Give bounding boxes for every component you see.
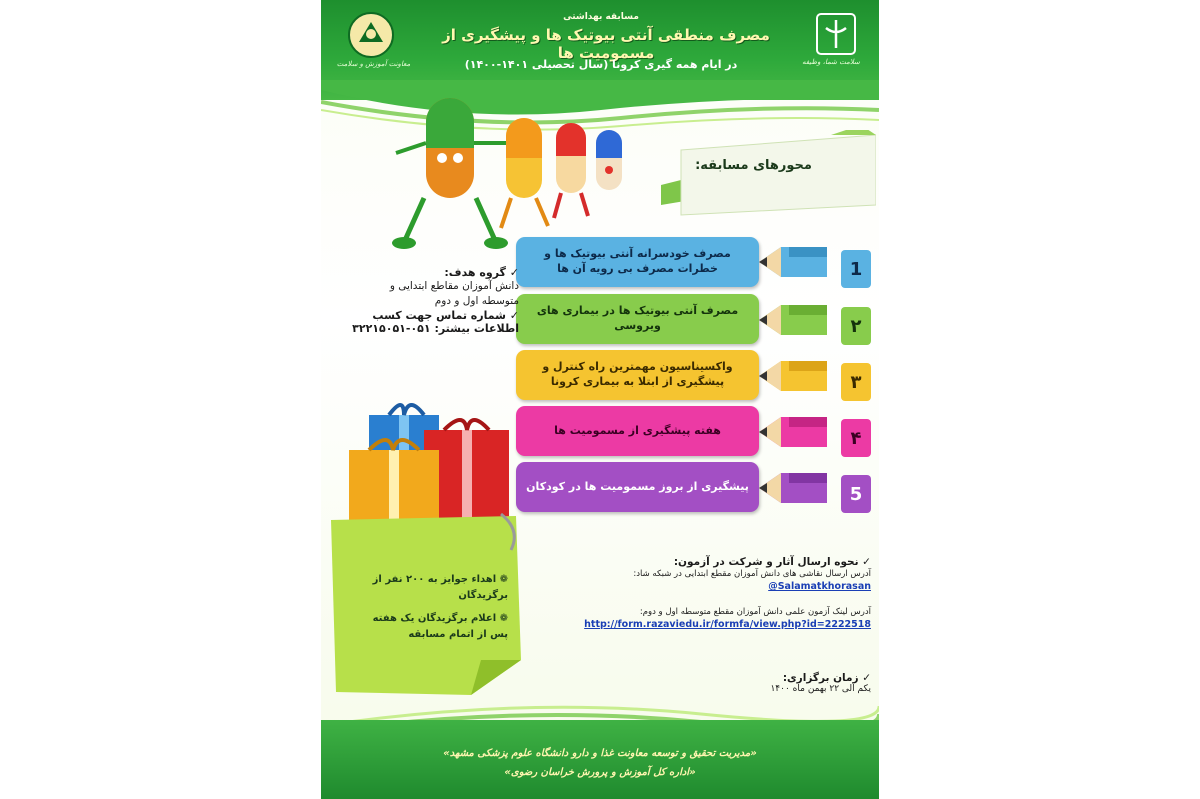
topic-5-text: پیشگیری از بروز مسمومیت ها در کودکان [526,479,749,493]
poster-subtitle: در ایام همه گیری کرونا (سال تحصیلی ۱۴۰۱-۱۴۰۰) [464,58,738,71]
header-small-title: مسابقه بهداشتی [563,12,639,22]
pill-characters-illustration [376,88,646,258]
topic-3-text: واکسیناسیون مهمترین راه کنترل و پیشگیری از ابتلا به بیماری کرونا [542,360,733,388]
topic-2 [516,294,759,344]
logo-right-caption: سلامت شما، وظیفه [802,58,860,66]
footer [321,744,879,782]
footer-line-1: «مدیریت تحقیق و توسعه معاونت غذا و دارو دانشگاه علوم پزشکی مشهد» [443,748,757,759]
poster-title: مصرف منطقی آنتی بیوتیک ها و پیشگیری از مسمومیت ها [442,26,770,62]
topic-1-text: مصرف خودسرانه آنتی بیوتیک ها و خطرات مصرف بی رویه آن ها [544,247,731,275]
topic-5 [516,462,759,512]
schedule-block [581,672,871,694]
prize-line-3: پس از اتمام مسابقه [408,628,508,640]
poster [321,0,879,799]
pencil-icon [759,412,827,452]
schedule-value: یکم الی ۲۲ بهمن ماه ۱۴۰۰ [770,684,871,694]
pencil-icon [759,356,827,396]
pencil-icon [759,300,827,340]
topic-4-text: هفته پیشگیری از مسمومیت ها [554,423,721,437]
prize-text-block [333,572,508,642]
topic-2-number: ۲ [841,307,871,345]
university-logo [811,10,861,60]
logo-left-caption: معاونت آموزش و سلامت [336,60,411,68]
submission-title: ✓ نحوه ارسال آثار و شرکت در آزمون: [673,556,871,568]
target-group-line-1: دانش آموزان مقاطع ابتدایی و [389,280,519,292]
prize-line-2: ❁ اعلام برگزیدگان یک هفته [372,613,508,624]
shad-handle-link[interactable]: @Salamatkhorasan [768,581,871,593]
topic-3 [516,350,759,400]
contest-topics-ribbon [661,130,876,220]
topic-1-number: 1 [841,250,871,288]
pencil-icon [759,242,827,282]
topic-4-number: ۴ [841,419,871,457]
pencil-icon [759,468,827,508]
target-group-block [331,266,519,335]
target-group-line-2: متوسطه اول و دوم [434,295,519,308]
topic-1 [516,237,759,287]
topic-2-text: مصرف آنتی بیوتیک ها در بیماری های ویروسی [536,304,739,332]
contact-number: اطلاعات بیشتر: ۰۵۱-۳۲۲۱۵۰۵۱ [352,322,519,336]
submission-line-1: آدرس ارسال نقاشی های دانش آموزان مقطع ابتدایی در شبکه شاد: [633,569,871,579]
topic-5-number: 5 [841,475,871,513]
ministry-education-logo [341,10,401,60]
prize-line-1: ❁ اهداء جوایز به ۲۰۰ نفر از برگزیدگان [372,574,508,601]
submission-line-2: آدرس لینک آزمون علمی دانش آموزان مقطع متوسطه اول و دوم: [639,607,871,618]
submission-block [546,556,871,630]
exam-form-link[interactable]: http://form.razaviedu.ir/formfa/view.php?id=2222518 [584,619,871,631]
topic-3-number: ۳ [841,363,871,401]
footer-line-2: «اداره کل آموزش و پرورش خراسان رضوی» [504,767,696,778]
contest-topics-label: محورهای مسابقه: [695,158,812,173]
target-group-title: ✓ گروه هدف: [444,266,519,279]
topic-4 [516,406,759,456]
contact-title: ✓ شماره تماس جهت کسب [372,309,519,323]
schedule-title: ✓ زمان برگزاری: [782,672,871,684]
